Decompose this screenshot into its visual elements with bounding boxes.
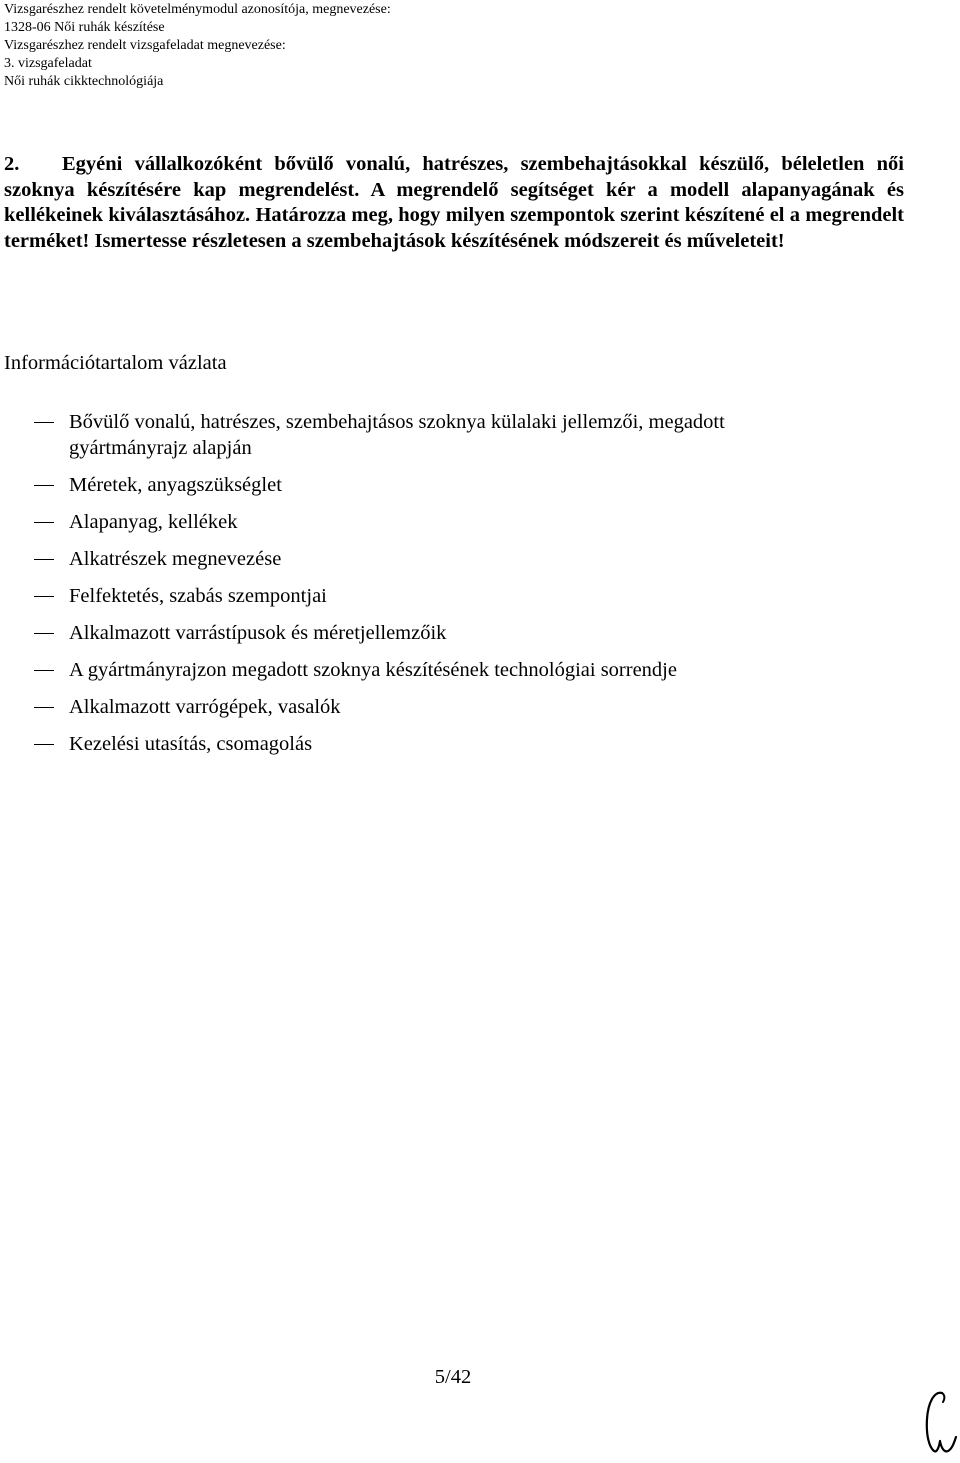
list-item-text: Bővülő vonalú, hatrészes, szembehajtásos szoknya külalaki jellemzői, megadott gyártmányrajz alapján [69, 411, 725, 459]
list-item-text: Alkalmazott varrógépek, vasalók [69, 696, 341, 718]
dash-bullet-icon [34, 633, 54, 634]
list-item [0, 409, 829, 461]
list-item-text: Alapanyag, kellékek [69, 511, 238, 533]
dash-bullet-icon [34, 707, 54, 708]
list-item [0, 583, 829, 609]
list-item-text: Felfektetés, szabás szempontjai [69, 585, 327, 607]
list-item [0, 657, 829, 683]
list-item-text: Méretek, anyagszükséglet [69, 474, 282, 496]
list-item-text: Kezelési utasítás, csomagolás [69, 733, 313, 755]
list-item-text: A gyártmányrajzon megadott szoknya készítésének technológiai sorrendje [69, 659, 677, 681]
list-item [0, 694, 829, 720]
task-statement [4, 152, 904, 254]
dash-bullet-icon [34, 522, 54, 523]
list-item [0, 731, 829, 757]
task-number: 2. [4, 153, 20, 175]
header-line: 1328-06 Női ruhák készítése [4, 20, 165, 35]
list-item-text: Alkatrészek megnevezése [69, 548, 282, 570]
list-item [0, 620, 829, 646]
header-line: 3. vizsgafeladat [4, 56, 92, 71]
outline-list [0, 409, 960, 768]
task-text: Egyéni vállalkozóként bővülő vonalú, hatrészes, szembehajtásokkal készülő, béleletlen női szoknya készítésére kap megrendelést. A megrendelő segítséget kér a modell alapanyagának és kellékeinek kiválasztásához. Határozza meg, hogy milyen szempontok szerint készítené el a megrendelt terméket! Ismertesse részletesen a szembehajtások készítésének módszereit és műveleteit! [4, 153, 904, 252]
dash-bullet-icon [34, 596, 54, 597]
list-item [0, 472, 829, 498]
dash-bullet-icon [34, 485, 54, 486]
outline-title: Információtartalom vázlata [4, 352, 227, 374]
page-number: 5/42 [434, 1366, 472, 1388]
header-line: Vizsgarészhez rendelt vizsgafeladat megnevezése: [4, 38, 286, 53]
list-item [0, 509, 829, 535]
dash-bullet-icon [34, 744, 54, 745]
dash-bullet-icon [34, 559, 54, 560]
signature-mark [918, 1385, 960, 1463]
list-item-text: Alkalmazott varrástípusok és méretjellemzőik [69, 622, 447, 644]
document-header [4, 1, 391, 91]
dash-bullet-icon [34, 422, 54, 423]
header-line: Női ruhák cikktechnológiája [4, 74, 164, 89]
header-line: Vizsgarészhez rendelt követelménymodul azonosítója, megnevezése: [4, 2, 391, 17]
list-item [0, 546, 829, 572]
dash-bullet-icon [34, 670, 54, 671]
